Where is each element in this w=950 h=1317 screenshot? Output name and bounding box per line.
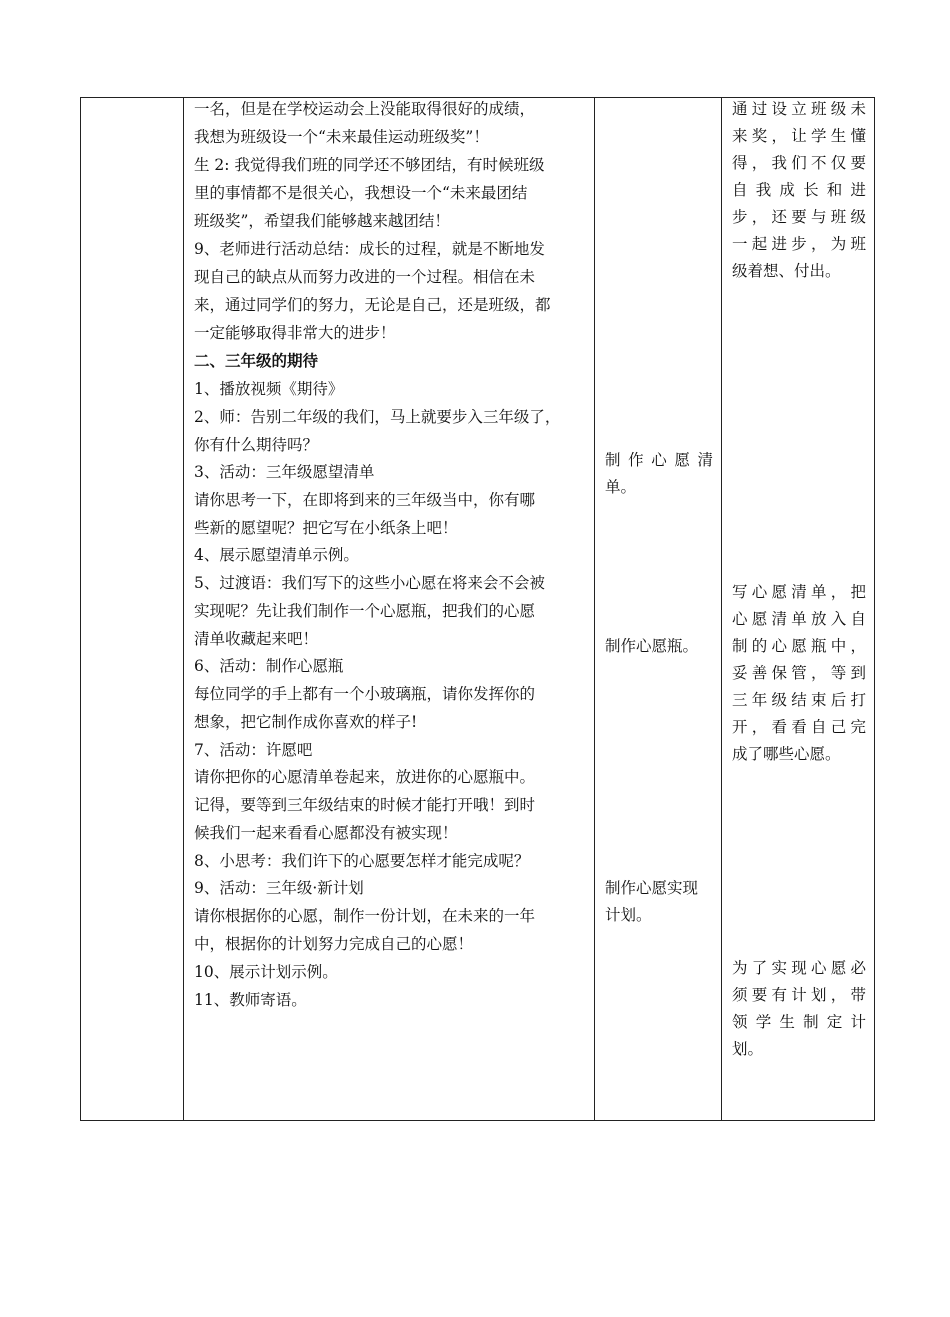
design-intent-line: 一起进步，为班 bbox=[732, 235, 866, 253]
student-activity-cell bbox=[595, 98, 722, 1121]
design-intent-cell bbox=[722, 98, 875, 1121]
activity-line: 中，根据你的计划努力完成自己的心愿！ bbox=[194, 935, 474, 953]
design-intent-line: 写心愿清单，把 bbox=[732, 583, 866, 601]
design-intent-line: 成了哪些心愿。 bbox=[732, 745, 841, 763]
activity-line: 11、教师寄语。 bbox=[194, 991, 307, 1009]
activity-line: 来，通过同学们的努力，无论是自己，还是班级，都 bbox=[194, 296, 551, 314]
design-intent-line: 开，看看自己完 bbox=[732, 718, 866, 736]
design-intent-line: 得，我们不仅要 bbox=[732, 154, 866, 172]
design-intent-line: 须要有计划，带 bbox=[732, 986, 866, 1004]
activity-line: 里的事情都不是很关心，我想设一个“未来最团结 bbox=[194, 184, 528, 202]
student-activity-line: 计划。 bbox=[605, 906, 652, 924]
activity-line: 你有什么期待吗？ bbox=[194, 436, 319, 454]
table-row bbox=[81, 98, 875, 1121]
activity-line: 9、活动：三年级·新计划 bbox=[194, 879, 364, 897]
activity-line: 请你思考一下，在即将到来的三年级当中，你有哪 bbox=[194, 491, 536, 509]
activity-line: 想象，把它制作成你喜欢的样子! bbox=[194, 713, 418, 731]
activity-line: 现自己的缺点从而努力改进的一个过程。相信在未 bbox=[194, 268, 536, 286]
activity-line: 记得，要等到三年级结束的时候才能打开哦！到时 bbox=[194, 796, 536, 814]
activity-line: 生 2: 我觉得我们班的同学还不够团结，有时候班级 bbox=[194, 156, 545, 174]
activity-line: 一定能够取得非常大的进步！ bbox=[194, 324, 396, 342]
design-intent-line: 心愿清单放入自 bbox=[732, 610, 866, 628]
design-intent-line: 步，还要与班级 bbox=[732, 208, 866, 226]
activity-line: 请你根据你的心愿，制作一份计划，在未来的一年 bbox=[194, 907, 536, 925]
design-intent-line: 划。 bbox=[732, 1040, 764, 1058]
activity-line: 1、播放视频《期待》 bbox=[194, 380, 344, 398]
design-intent-line: 制的心愿瓶中， bbox=[732, 637, 866, 655]
student-activity-line: 制作心愿瓶。 bbox=[605, 637, 699, 655]
activity-line: 3、活动：三年级愿望清单 bbox=[194, 463, 375, 481]
design-intent-line: 领学生制定计 bbox=[732, 1013, 866, 1031]
design-intent-line: 妥善保管，等到 bbox=[732, 664, 866, 682]
activity-line: 9、老师进行活动总结：成长的过程，就是不断地发 bbox=[194, 240, 545, 258]
design-intent-line: 为了实现心愿必 bbox=[732, 959, 866, 977]
activity-line: 清单收藏起来吧！ bbox=[194, 630, 319, 648]
design-intent-line: 三年级结束后打 bbox=[732, 691, 866, 709]
activity-line: 10、展示计划示例。 bbox=[194, 963, 338, 981]
design-intent-line: 来奖，让学生懂 bbox=[732, 127, 866, 145]
activity-cell bbox=[184, 98, 595, 1121]
activity-line: 一名，但是在学校运动会上没能取得很好的成绩， bbox=[194, 100, 536, 118]
design-intent-line: 自我成长和进 bbox=[732, 181, 866, 199]
activity-line: 每位同学的手上都有一个小玻璃瓶，请你发挥你的 bbox=[194, 685, 536, 703]
activity-line: 些新的愿望呢？把它写在小纸条上吧！ bbox=[194, 519, 458, 537]
student-activity-line: 制作心愿清 bbox=[605, 451, 713, 469]
activity-line: 实现呢？先让我们制作一个心愿瓶，把我们的心愿 bbox=[194, 602, 536, 620]
activity-line: 7、活动：许愿吧 bbox=[194, 741, 313, 759]
activity-line: 请你把你的心愿清单卷起来，放进你的心愿瓶中。 bbox=[194, 768, 536, 786]
activity-line: 4、展示愿望清单示例。 bbox=[194, 546, 359, 564]
section-heading: 二、三年级的期待 bbox=[194, 351, 319, 370]
activity-line: 班级奖”，希望我们能够越来越团结！ bbox=[194, 212, 450, 230]
student-activity-line: 单。 bbox=[605, 478, 637, 496]
activity-line: 5、过渡语：我们写下的这些小心愿在将来会不会被 bbox=[194, 574, 545, 592]
lesson-plan-table bbox=[80, 97, 875, 1121]
design-intent-line: 通过设立班级未 bbox=[732, 100, 866, 118]
activity-line: 我想为班级设一个“未来最佳运动班级奖”！ bbox=[194, 128, 489, 146]
activity-line: 2、师：告别二年级的我们，马上就要步入三年级了， bbox=[194, 408, 561, 426]
stage-cell bbox=[81, 98, 184, 1121]
design-intent-line: 级着想、付出。 bbox=[732, 262, 841, 280]
activity-line: 候我们一起来看看心愿都没有被实现！ bbox=[194, 824, 458, 842]
activity-line: 8、小思考：我们许下的心愿要怎样才能完成呢？ bbox=[194, 852, 530, 870]
activity-line: 6、活动：制作心愿瓶 bbox=[194, 657, 344, 675]
student-activity-line: 制作心愿实现 bbox=[605, 879, 699, 897]
